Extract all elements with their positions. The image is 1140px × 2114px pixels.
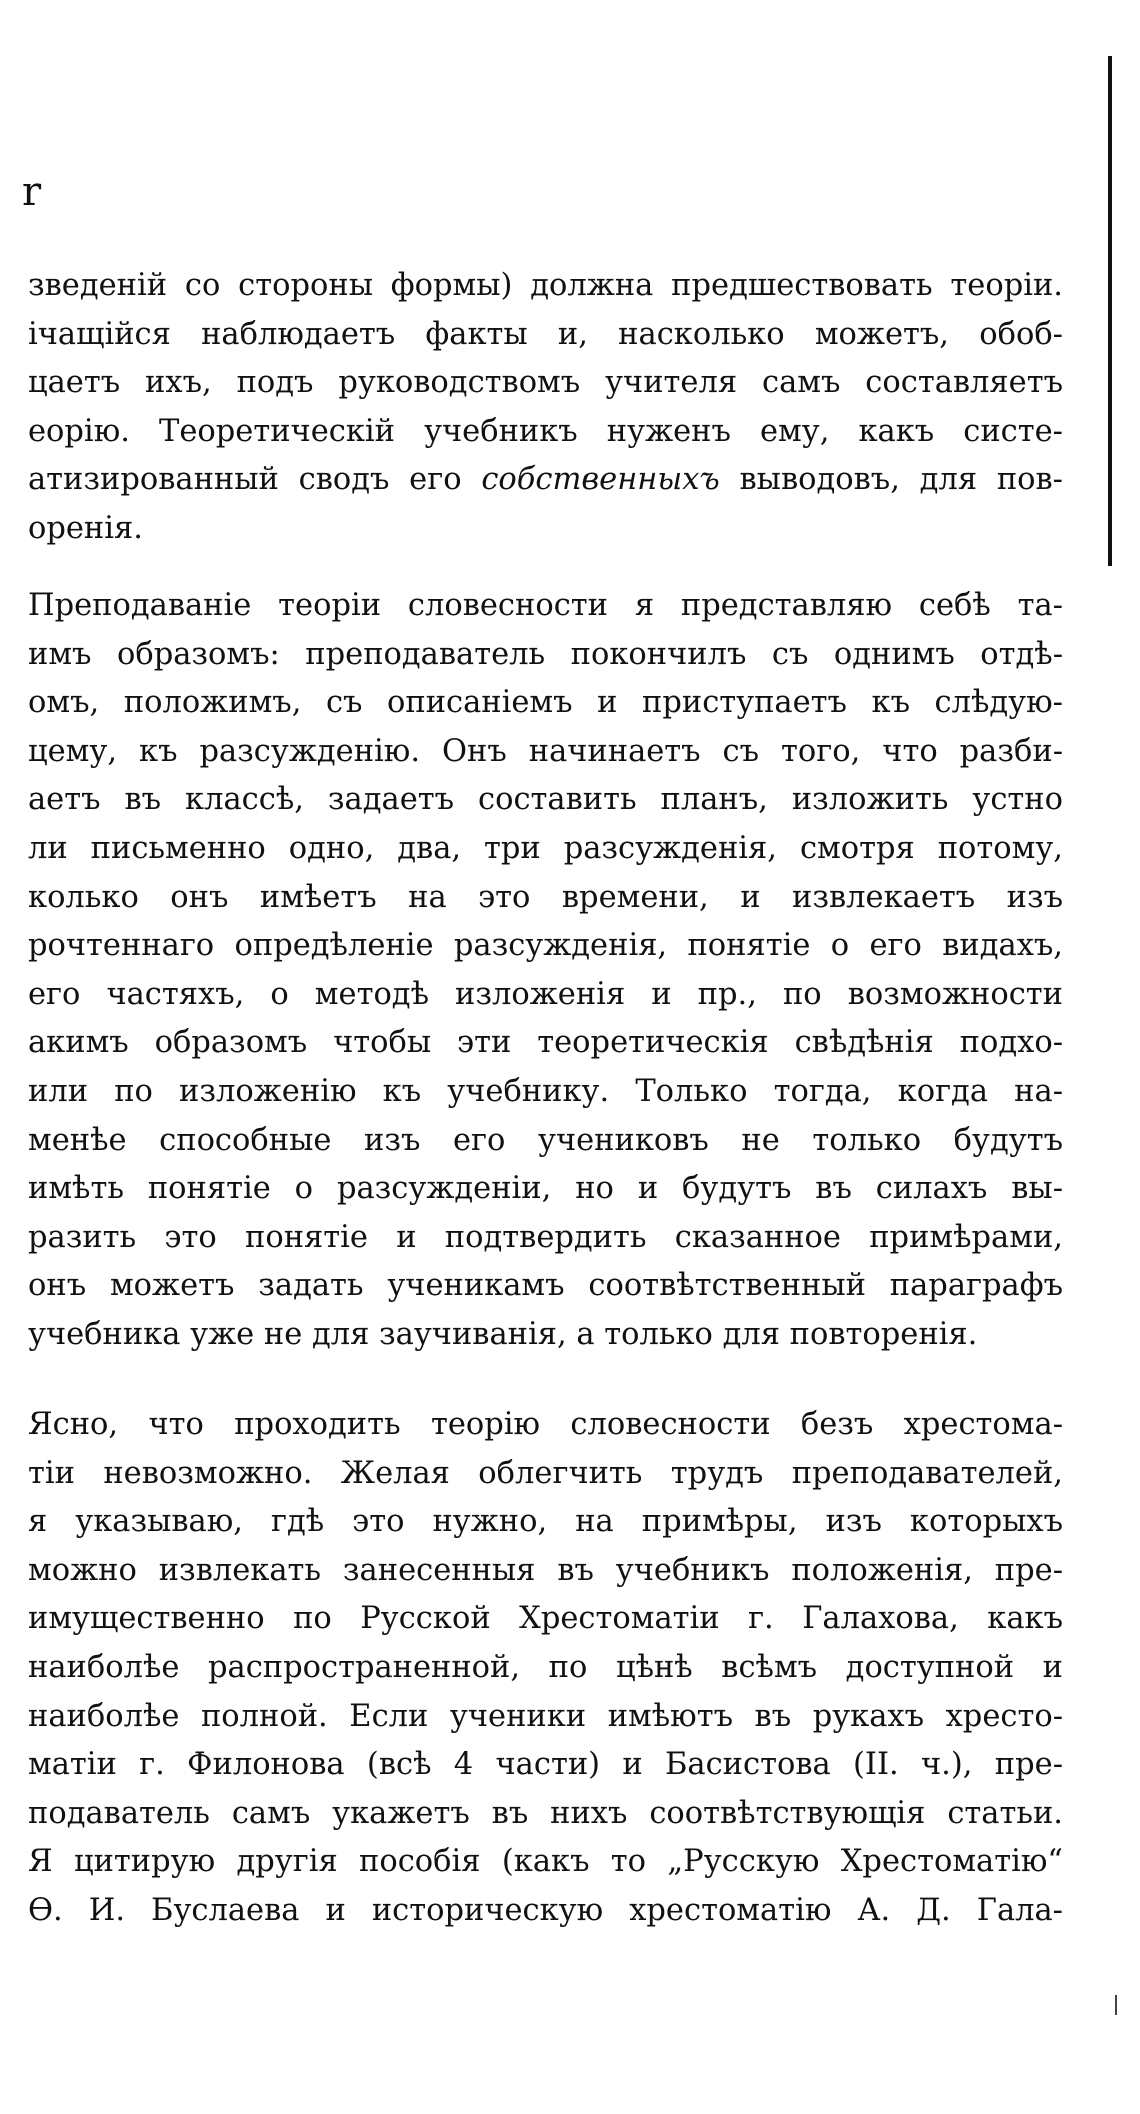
text-fragment: выводовъ, для пов- <box>719 462 1063 498</box>
text-line: учебника уже не для заучиванія, а только для повторенія. <box>28 1316 978 1352</box>
text-line: ли письменно одно, два, три разсужденія, смотря потому, <box>28 830 1063 866</box>
text-line: матіи г. Филонова (всѣ 4 части) и Басистова (II. ч.), пре- <box>28 1747 1063 1783</box>
corner-mark: r <box>22 169 42 215</box>
text-line: Ясно, что проходить теорію словесности безъ хрестома- <box>28 1407 1063 1442</box>
text-line: наиболѣе распространенной, по цѣнѣ всѣмъ доступной и <box>28 1649 1063 1685</box>
text-line: цему, къ разсужденію. Онъ начинаетъ съ того, что разби- <box>28 733 1063 769</box>
text-line: имущественно по Русской Хрестоматіи г. Галахова, какъ <box>28 1601 1063 1637</box>
text-line: Ѳ. И. Буслаева и историческую хрестоматію А. Д. Гала- <box>28 1892 1063 1928</box>
text-line: разить это понятіе и подтвердить сказанное примѣрами, <box>28 1219 1063 1255</box>
text-line: его частяхъ, о методѣ изложенія и пр., по возможности <box>28 976 1063 1012</box>
text-line: оренія. <box>28 510 143 546</box>
emphasized-word: собственныхъ <box>481 462 720 498</box>
text-line: ічащійся наблюдаетъ факты и, насколько можетъ, обоб- <box>28 316 1063 352</box>
text-line: еорію. Теоретическій учебникъ нуженъ ему, какъ систе- <box>28 413 1063 449</box>
text-line: колько онъ имѣетъ на это времени, и извлекаетъ изъ <box>28 879 1063 915</box>
text-line: имѣть понятіе о разсужденіи, но и будутъ въ силахъ вы- <box>28 1171 1063 1207</box>
margin-tick <box>1115 1995 1117 2015</box>
text-line: аетъ въ классѣ, задаетъ составить планъ, изложить устно <box>28 782 1063 818</box>
text-line: акимъ образомъ чтобы эти теоретическія свѣдѣнія подхо- <box>28 1025 1063 1061</box>
margin-rule <box>1108 56 1112 566</box>
text-line: омъ, положимъ, съ описаніемъ и приступаетъ къ слѣдую- <box>28 685 1063 721</box>
text-line: наиболѣе полной. Если ученики имѣютъ въ рукахъ хресто- <box>28 1698 1063 1734</box>
text-line: Преподаваніе теоріи словесности я представляю себѣ та- <box>28 588 1063 623</box>
text-fragment: атизированный сводъ его <box>28 462 482 498</box>
paragraph-2 <box>28 582 1063 1360</box>
text-line: зведеній со стороны формы) должна предшествовать теоріи. <box>28 268 1063 303</box>
text-line: тіи невозможно. Желая облегчить трудъ преподавателей, <box>28 1455 1063 1491</box>
text-line: или по изложенію къ учебнику. Только тогда, когда на- <box>28 1073 1063 1109</box>
text-line: цаетъ ихъ, подъ руководствомъ учителя самъ составляетъ <box>28 365 1063 401</box>
text-line: можно извлекать занесенныя въ учебникъ положенія, пре- <box>28 1552 1063 1588</box>
paragraph-3 <box>28 1401 1063 1936</box>
text-line: менѣе способные изъ его учениковъ не только будутъ <box>28 1122 1063 1158</box>
text-line: Я цитирую другія пособія (какъ то „Русскую Хрестоматію“ <box>28 1844 1063 1880</box>
text-line: подаватель самъ укажетъ въ нихъ соотвѣтствующія статьи. <box>28 1795 1063 1831</box>
text-line: я указываю, гдѣ это нужно, на примѣры, изъ которыхъ <box>28 1504 1063 1540</box>
text-line: имъ образомъ: преподаватель покончилъ съ однимъ отдѣ- <box>28 636 1063 672</box>
paragraph-1 <box>28 262 1063 554</box>
text-line: рочтеннаго опредѣленіе разсужденія, понятіе о его видахъ, <box>28 928 1063 964</box>
text-line: онъ можетъ задать ученикамъ соотвѣтственный параграфъ <box>28 1268 1063 1304</box>
text-line <box>28 456 1063 505</box>
